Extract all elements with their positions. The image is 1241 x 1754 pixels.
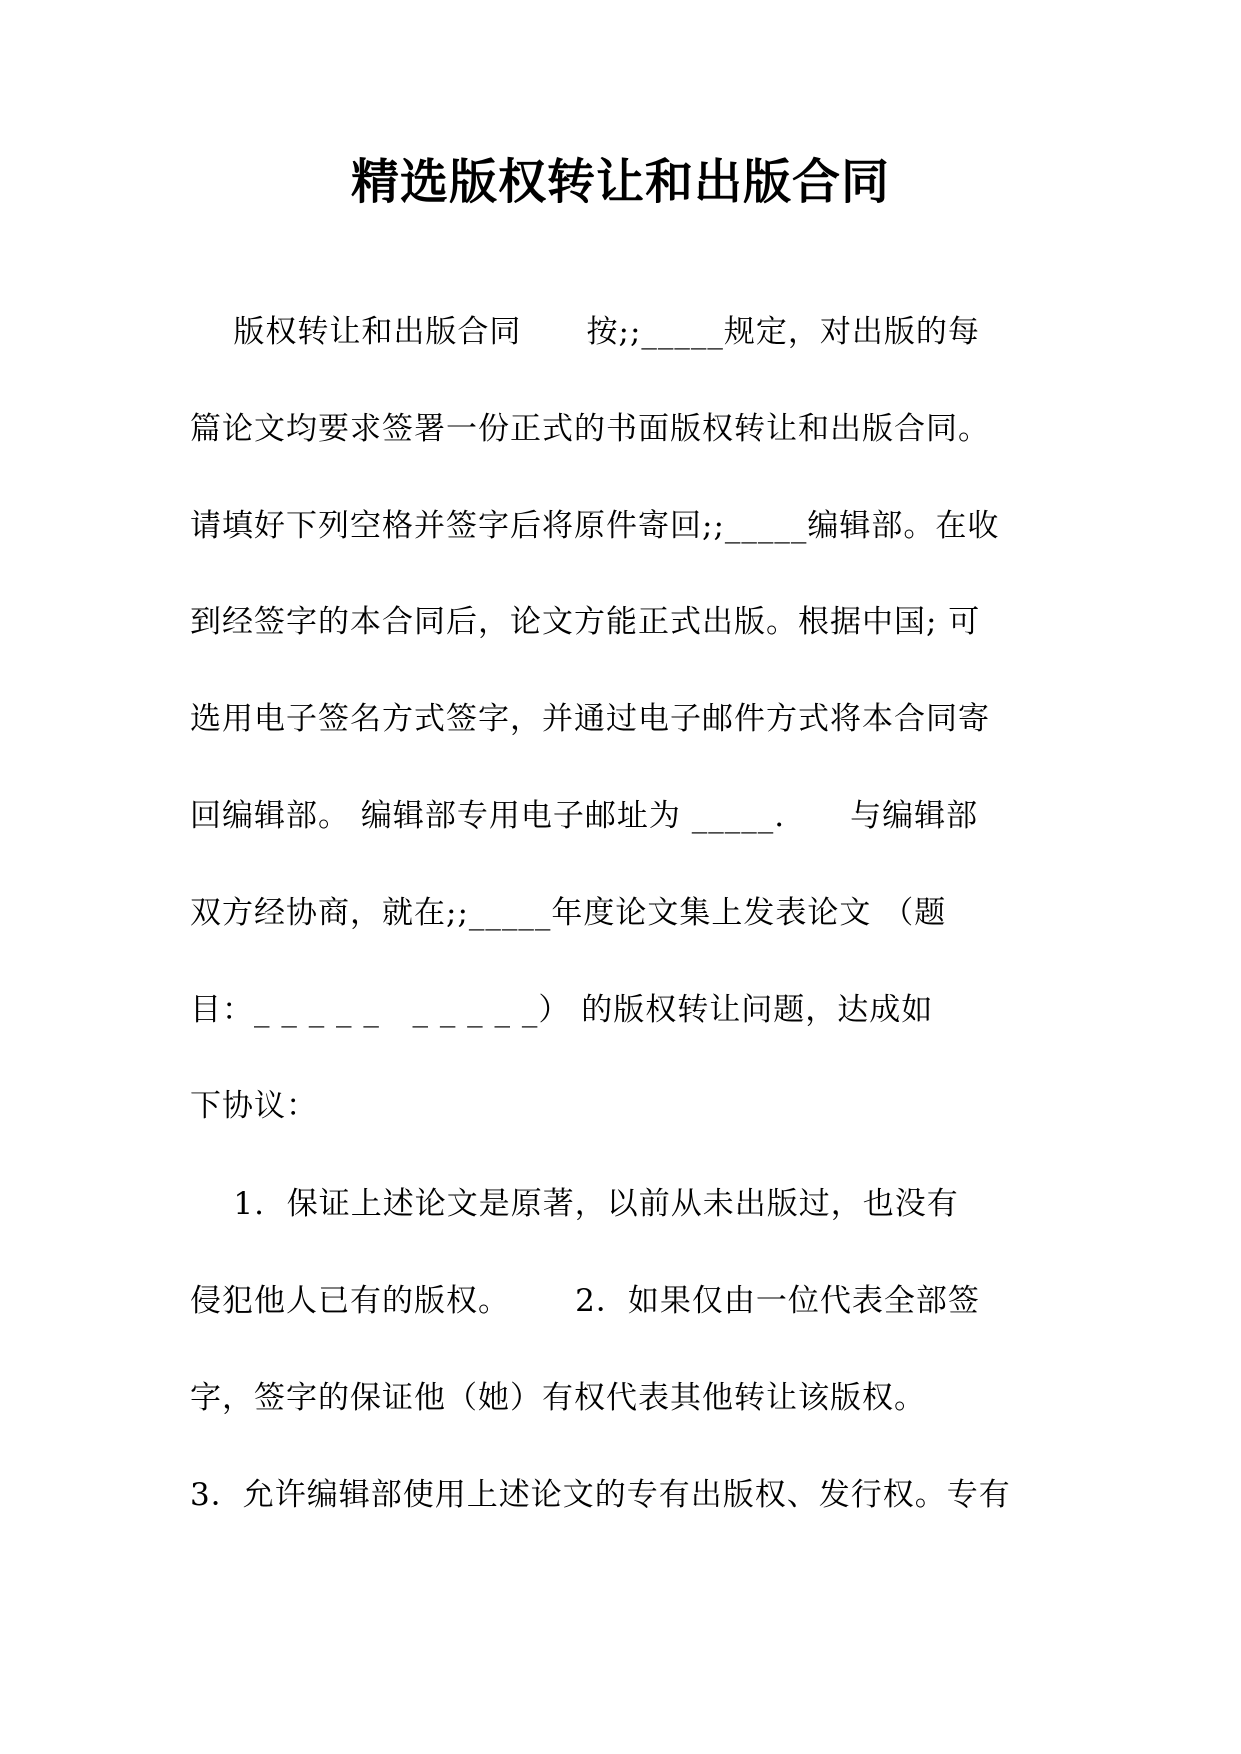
body-line-13: 3．允许编辑部使用上述论文的专有出版权、发行权。专有 — [190, 1477, 1011, 1513]
document-title: 精选版权转让和出版合同 — [350, 154, 890, 210]
body-line-7: 双方经协商，就在;;_____年度论文集上发表论文 （题 — [190, 895, 947, 931]
body-line-8: 目：_ _ _ _ _ _ _ _ _ _） 的版权转让问题，达成如 — [190, 992, 934, 1028]
body-line-2: 篇论文均要求签署一份正式的书面版权转让和出版合同。 — [190, 411, 990, 447]
body-line-3: 请填好下列空格并签字后将原件寄回;;_____编辑部。在收 — [190, 508, 1000, 544]
body-line-4: 到经签字的本合同后，论文方能正式出版。根据中国; 可 — [190, 604, 981, 640]
body-line-6: 回编辑部。 编辑部专用电子邮址为 _____. 与编辑部 — [190, 798, 979, 834]
body-line-10: 1. 保证上述论文是原著，以前从未出版过，也没有 — [190, 1186, 959, 1222]
body-line-11: 侵犯他人已有的版权。 2．如果仅由一位代表全部签 — [190, 1283, 980, 1319]
body-line-9: 下协议： — [190, 1088, 318, 1124]
body-line-5: 选用电子签名方式签字，并通过电子邮件方式将本合同寄 — [190, 701, 990, 737]
body-line-1: 版权转让和出版合同 按;;_____规定，对出版的每 — [190, 314, 980, 350]
body-line-12: 字，签字的保证他（她）有权代表其他转让该版权。 — [190, 1380, 926, 1416]
